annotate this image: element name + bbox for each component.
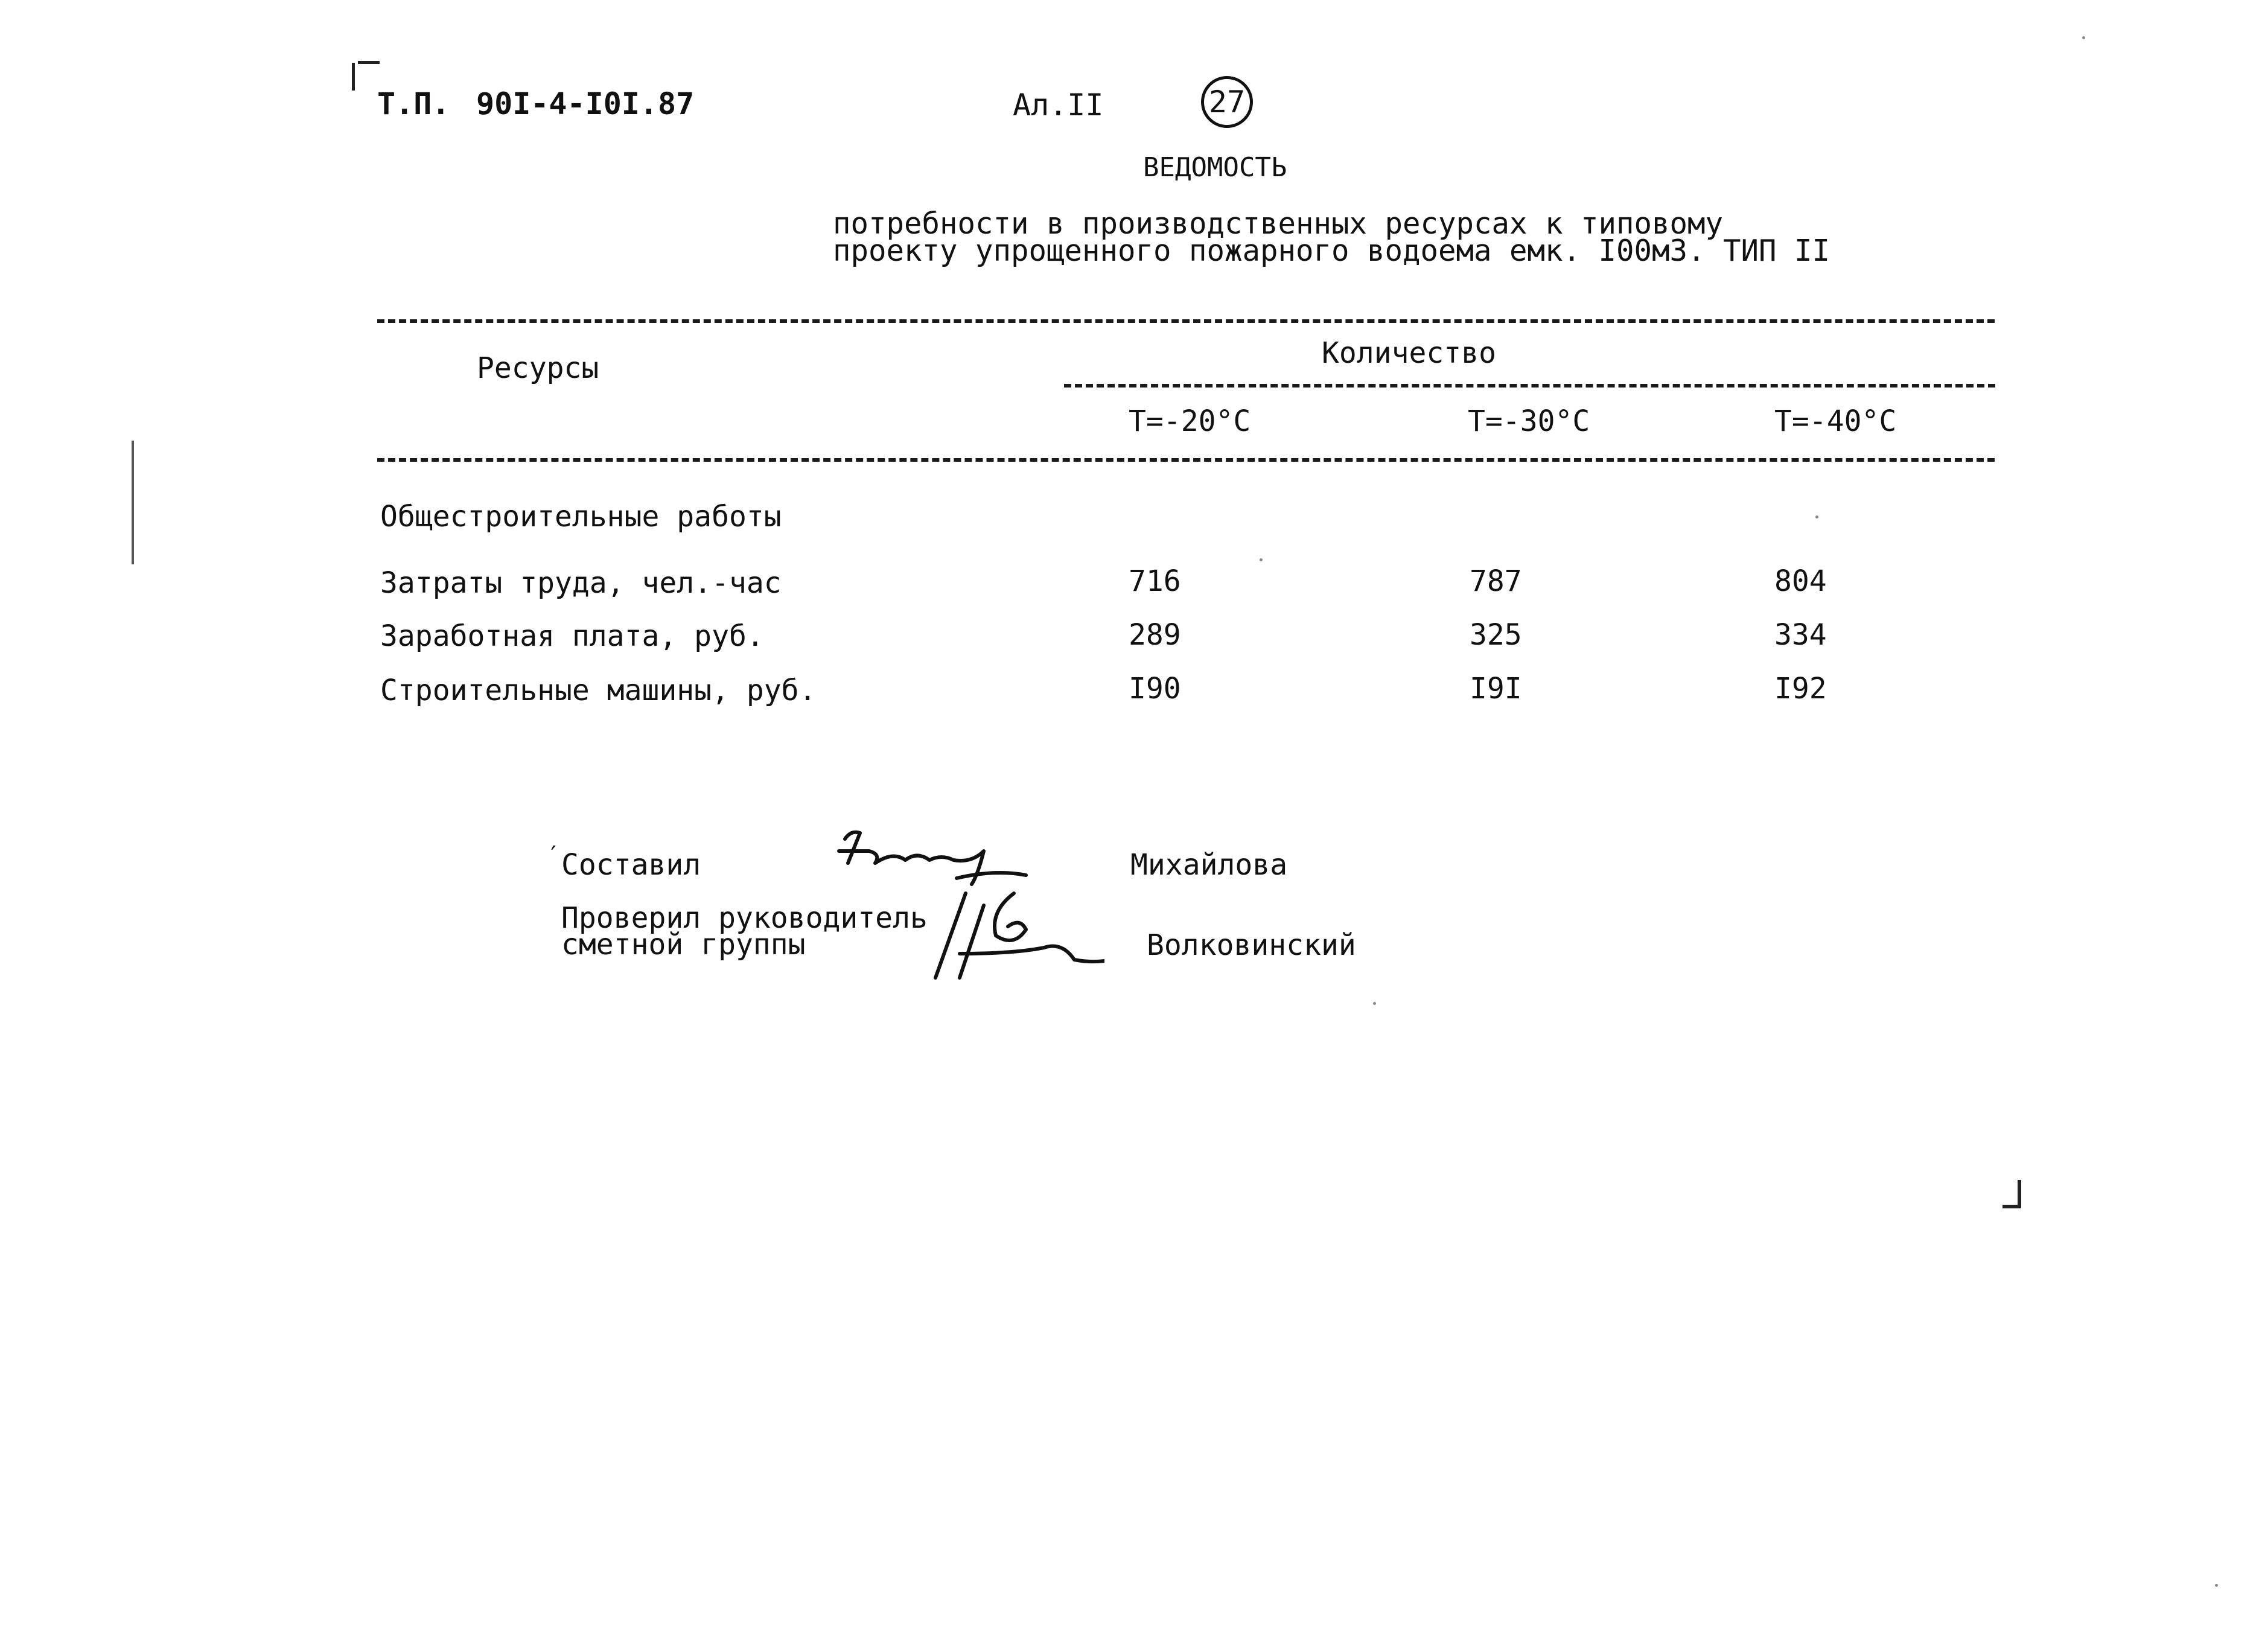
checked-name: Волковинский <box>1147 928 1356 962</box>
document-heading: ВЕДОМОСТЬ <box>1143 152 1287 183</box>
quantity-rule <box>1064 384 1995 387</box>
scan-speck <box>2215 1584 2218 1587</box>
section-title: Общестроительные работы <box>380 500 782 534</box>
title-line-1: потребности в производственных ресурсах к типовому <box>833 206 1724 241</box>
page-number: 27 <box>1208 85 1246 120</box>
table-top-rule <box>377 319 1995 323</box>
margin-line-left <box>132 441 134 564</box>
column-header-minus-40: Т=-40°С <box>1774 404 1897 438</box>
doc-code: 90I-4-I0I.87 <box>476 86 695 121</box>
scan-speck <box>1815 515 1818 518</box>
header-bottom-rule <box>377 458 1995 462</box>
resources-header: Ресурсы <box>477 351 599 385</box>
row-label: Затраты труда, чел.-час <box>380 566 782 600</box>
row-value-col3: 804 <box>1774 564 1827 598</box>
row-value-col3: I92 <box>1774 672 1827 706</box>
row-value-col3: 334 <box>1774 618 1827 652</box>
corner-mark-bottom-right-horizontal <box>2003 1205 2021 1208</box>
sheet-label: Ал.II <box>1013 88 1104 123</box>
scan-speck <box>2082 36 2085 39</box>
quantity-header: Количество <box>1322 336 1496 370</box>
checked-signature <box>923 881 1104 984</box>
column-header-minus-20: Т=-20°С <box>1129 404 1251 438</box>
row-label: Заработная плата, руб. <box>380 619 764 653</box>
scan-speck <box>1260 558 1263 561</box>
scan-speck <box>1373 1002 1376 1005</box>
row-value-col1: 289 <box>1129 618 1181 652</box>
corner-mark-bottom-right-vertical <box>2018 1180 2021 1208</box>
checked-label-line-1: Проверил руководитель <box>561 901 928 935</box>
row-value-col2: I9I <box>1470 672 1522 706</box>
corner-mark-top-left-horizontal <box>358 61 380 64</box>
compiled-name: Михайлова <box>1130 848 1288 882</box>
compiled-label: Составил <box>561 848 701 882</box>
corner-mark-top-left-vertical <box>352 63 355 91</box>
row-value-col2: 787 <box>1470 564 1522 598</box>
row-value-col1: 716 <box>1129 564 1181 598</box>
doc-prefix: Т.П. <box>377 86 450 121</box>
checked-label-line-2: сметной группы <box>561 928 806 962</box>
row-value-col1: I90 <box>1129 672 1181 706</box>
row-label: Строительные машины, руб. <box>380 674 817 707</box>
row-value-col2: 325 <box>1470 618 1522 652</box>
column-header-minus-30: Т=-30°С <box>1468 404 1590 438</box>
page-number-circle <box>1201 76 1253 128</box>
compiled-tick-mark: ′ <box>546 841 561 869</box>
title-line-2: проекту упрощенного пожарного водоема емк. I00м3. ТИП II <box>833 234 1830 268</box>
